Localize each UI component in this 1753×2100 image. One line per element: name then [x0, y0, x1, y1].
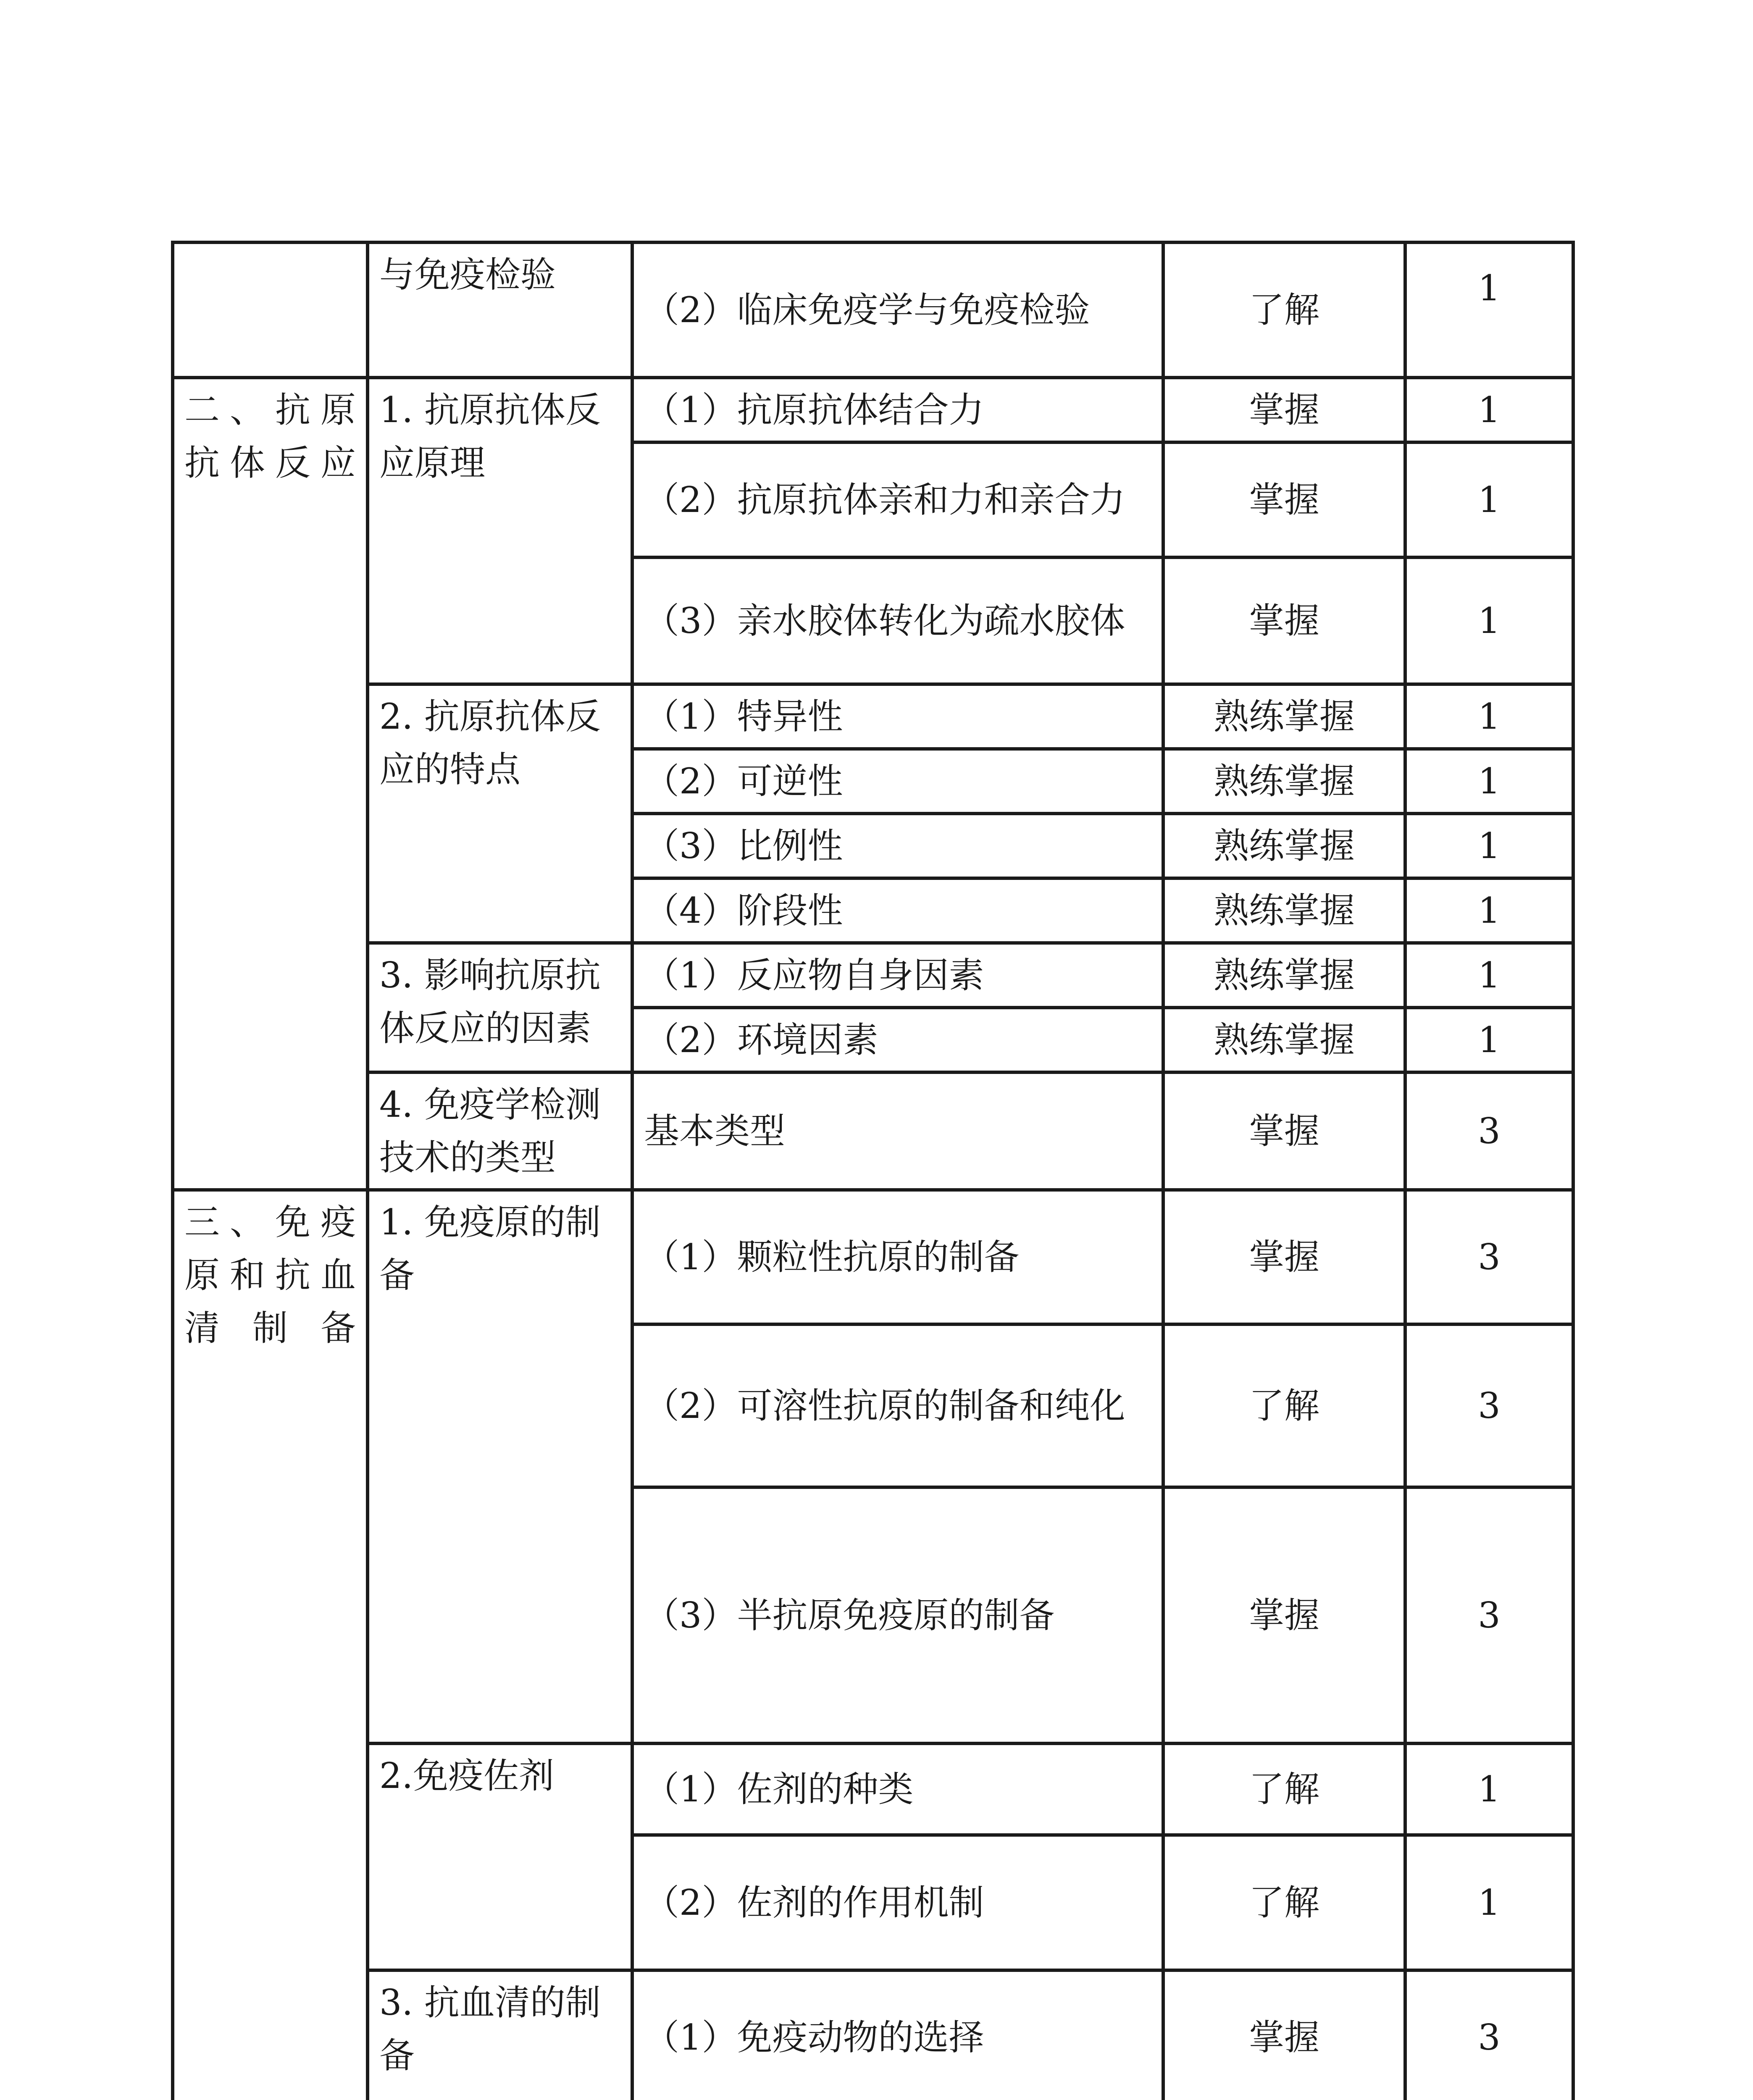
- requirement-cell: 熟练掌握: [1163, 684, 1405, 749]
- topic-cell: 与免疫检验: [368, 242, 632, 378]
- content-cell: （1）特异性: [632, 684, 1163, 749]
- hours-cell: 1: [1405, 943, 1573, 1008]
- unit-cell-empty: [173, 242, 368, 378]
- content-cell: （2）可溶性抗原的制备和纯化: [632, 1324, 1163, 1487]
- content-cell: （3）亲水胶体转化为疏水胶体: [632, 557, 1163, 684]
- hours-cell: 1: [1405, 814, 1573, 878]
- requirement-cell: 掌握: [1163, 442, 1405, 557]
- table-row: [173, 1743, 1573, 1835]
- requirement-cell: 了解: [1163, 1324, 1405, 1487]
- content-cell: （1）颗粒性抗原的制备: [632, 1190, 1163, 1324]
- topic-cell: 2.免疫佐剂: [368, 1743, 632, 1970]
- hours-cell: 1: [1405, 1008, 1573, 1072]
- table-row: [173, 684, 1573, 749]
- requirement-cell: 熟练掌握: [1163, 943, 1405, 1008]
- requirement-cell: 熟练掌握: [1163, 749, 1405, 814]
- hours-cell: 1: [1405, 557, 1573, 684]
- requirement-cell: 掌握: [1163, 1487, 1405, 1743]
- content-cell: （2）可逆性: [632, 749, 1163, 814]
- requirement-cell: 掌握: [1163, 378, 1405, 442]
- hours-cell: 3: [1405, 1072, 1573, 1190]
- table-row: [173, 943, 1573, 1008]
- hours-cell: 1: [1405, 242, 1573, 378]
- table-row: [173, 378, 1573, 442]
- hours-cell: 1: [1405, 378, 1573, 442]
- hours-cell: 1: [1405, 1743, 1573, 1835]
- topic-cell: 1. 抗原抗体反应原理: [368, 378, 632, 684]
- topic-cell: 2. 抗原抗体反应的特点: [368, 684, 632, 943]
- requirement-cell: 了解: [1163, 1743, 1405, 1835]
- table-row: [173, 1072, 1573, 1190]
- content-cell: 基本类型: [632, 1072, 1163, 1190]
- content-cell: （2）抗原抗体亲和力和亲合力: [632, 442, 1163, 557]
- content-cell: （1）反应物自身因素: [632, 943, 1163, 1008]
- topic-cell: 3. 抗血清的制备: [368, 1970, 632, 2100]
- topic-cell: 4. 免疫学检测技术的类型: [368, 1072, 632, 1190]
- hours-cell: 3: [1405, 1970, 1573, 2100]
- hours-cell: 1: [1405, 442, 1573, 557]
- table-row: [173, 1970, 1573, 2100]
- content-cell: （2）佐剂的作用机制: [632, 1835, 1163, 1970]
- topic-cell: 3. 影响抗原抗体反应的因素: [368, 943, 632, 1072]
- requirement-cell: 熟练掌握: [1163, 878, 1405, 943]
- content-cell: （3）比例性: [632, 814, 1163, 878]
- hours-cell: 1: [1405, 749, 1573, 814]
- hours-cell: 3: [1405, 1190, 1573, 1324]
- requirement-cell: 掌握: [1163, 1072, 1405, 1190]
- requirement-cell: 了解: [1163, 1835, 1405, 1970]
- requirement-cell: 了解: [1163, 242, 1405, 378]
- requirement-cell: 掌握: [1163, 1970, 1405, 2100]
- unit-cell: 二、抗原抗体反应: [173, 378, 368, 1190]
- content-cell: （2）临床免疫学与免疫检验: [632, 242, 1163, 378]
- requirement-cell: 掌握: [1163, 557, 1405, 684]
- requirement-cell: 熟练掌握: [1163, 1008, 1405, 1072]
- hours-cell: 1: [1405, 684, 1573, 749]
- content-cell: （3）半抗原免疫原的制备: [632, 1487, 1163, 1743]
- content-cell: （1）抗原抗体结合力: [632, 378, 1163, 442]
- table-row: [173, 242, 1573, 378]
- hours-cell: 3: [1405, 1324, 1573, 1487]
- unit-cell: 三、免疫原和抗血清制备: [173, 1190, 368, 2100]
- table-row: [173, 1190, 1573, 1324]
- syllabus-table: [171, 241, 1575, 2100]
- hours-cell: 3: [1405, 1487, 1573, 1743]
- content-cell: （1）免疫动物的选择: [632, 1970, 1163, 2100]
- requirement-cell: 熟练掌握: [1163, 814, 1405, 878]
- topic-cell: 1. 免疫原的制备: [368, 1190, 632, 1743]
- requirement-cell: 掌握: [1163, 1190, 1405, 1324]
- content-cell: （2）环境因素: [632, 1008, 1163, 1072]
- content-cell: （4）阶段性: [632, 878, 1163, 943]
- hours-cell: 1: [1405, 1835, 1573, 1970]
- content-cell: （1）佐剂的种类: [632, 1743, 1163, 1835]
- hours-cell: 1: [1405, 878, 1573, 943]
